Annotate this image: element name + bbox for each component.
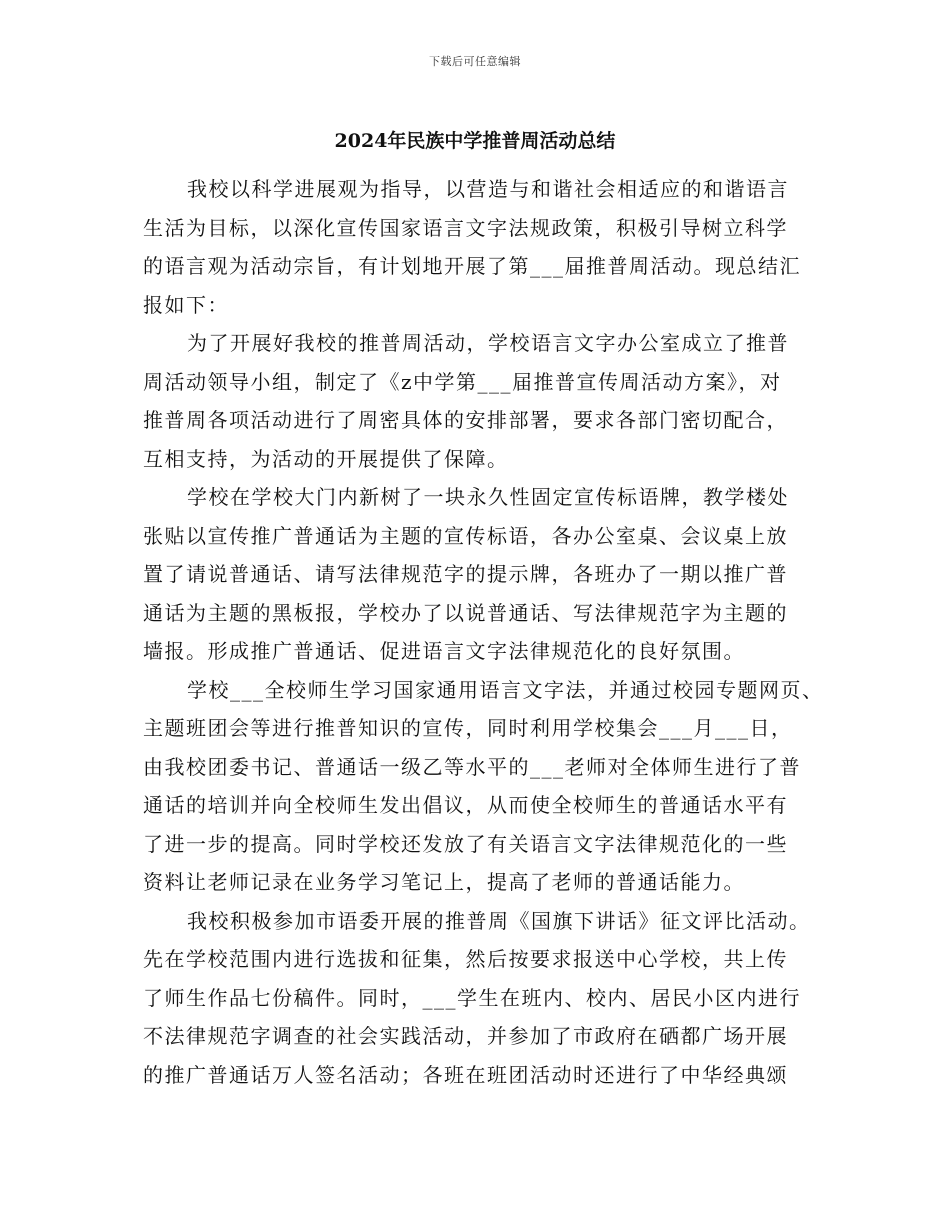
text-line: 了进一步的提高。同时学校还发放了有关语言文字法律规范化的一些 [143,831,788,856]
text-line: 墙报。形成推广普通话、促进语言文字法律规范化的良好氛围。 [143,639,745,663]
text-line: 的语言观为活动宗旨，有计划地开展了第___届推普周活动。现总结汇 [143,254,801,278]
text-line: 了师生作品七份稿件。同时，___学生在班内、校内、居民小区内进行 [143,985,801,1010]
text-line: 张贴以宣传推广普通话为主题的宣传标语，各办公室桌、会议桌上放 [143,523,788,548]
text-line: 学校在学校大门内新树了一块永久性固定宣传标语牌，教学楼处 [187,485,789,509]
text-line: 先在学校范围内进行选拔和征集，然后按要求报送中心学校，共上传 [143,947,788,971]
text-line: 资料让老师记录在业务学习笔记上，提高了老师的普通话能力。 [143,870,745,894]
text-line: 学校___全校师生学习国家通用语言文字法，并通过校园专题网页、 [187,677,824,702]
text-line: 推普周各项活动进行了周密具体的安排部署，要求各部门密切配合， [143,408,788,432]
text-line: 周活动领导小组，制定了《z中学第___届推普宣传周活动方案》，对 [143,369,782,394]
text-line: 我校积极参加市语委开展的推普周《国旗下讲话》征文评比活动。 [187,908,811,933]
document-body [143,170,833,1094]
text-line: 的推广普通话万人签名活动；各班在班团活动时还进行了中华经典颂 [143,1062,788,1087]
text-line: 置了请说普通话、请写法律规范字的提示牌，各班办了一期以推广普 [143,562,788,586]
document-title: 2024年民族中学推普周活动总结 [334,130,616,152]
text-line: 通话为主题的黑板报，学校办了以说普通话、写法律规范字为主题的 [143,600,788,625]
text-line: 报如下： [143,292,229,317]
text-line: 由我校团委书记、普通话一级乙等水平的___老师对全体师生进行了普 [143,754,801,779]
text-line: 为了开展好我校的推普周活动，学校语言文字办公室成立了推普 [187,331,789,355]
header-note: 下载后可任意编辑 [429,55,521,68]
text-line: 我校以科学进展观为指导，以营造与和谐社会相适应的和谐语言 [187,177,789,201]
text-line: 主题班团会等进行推普知识的宣传，同时利用学校集会___月___日， [143,716,793,740]
text-line: 不法律规范字调查的社会实践活动，并参加了市政府在硒都广场开展 [143,1024,788,1048]
text-line: 通话的培训并向全校师生发出倡议，从而使全校师生的普通话水平有 [143,793,788,817]
text-line: 互相支持，为活动的开展提供了保障。 [143,446,509,471]
text-line: 生活为目标，以深化宣传国家语言文字法规政策，积极引导树立科学 [143,215,788,240]
